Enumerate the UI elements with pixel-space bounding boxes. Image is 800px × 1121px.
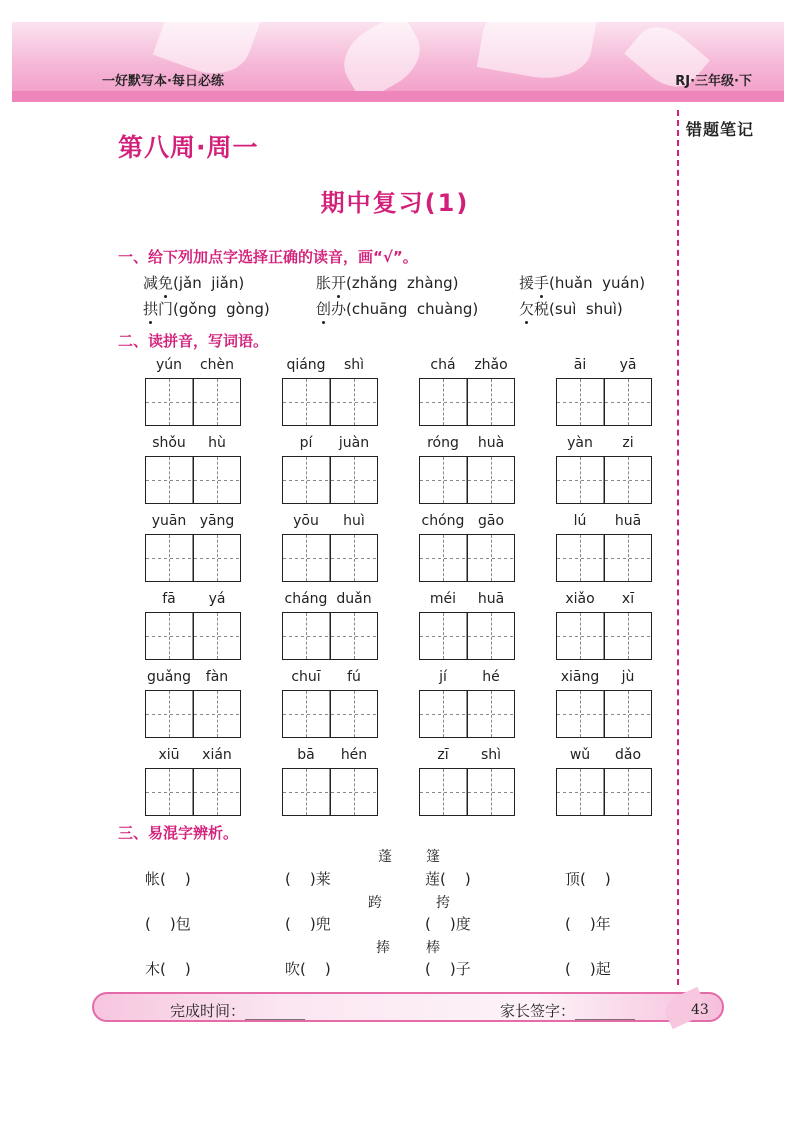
pinyin-syllable: yuān (151, 513, 187, 529)
q1-item[interactable]: 创办(chuāng chuàng) (316, 300, 479, 318)
pinyin-syllable: pí (299, 435, 313, 451)
pinyin-syllable: juàn (338, 435, 370, 451)
pinyin-syllable: fú (347, 669, 361, 685)
pinyin-syllable: yún (155, 357, 183, 373)
completion-time-field[interactable]: 完成时间：________ (170, 1002, 306, 1020)
dotted-char: 手 (534, 274, 550, 292)
pinyin-syllable: chèn (199, 357, 235, 373)
writing-grid[interactable] (145, 612, 241, 660)
writing-grid[interactable] (556, 768, 652, 816)
q1-item[interactable]: 减免(jǎn jiǎn) (143, 274, 245, 292)
hint-character: 跨 (368, 895, 382, 911)
blank-item[interactable]: ( )起 (565, 960, 611, 978)
pinyin-syllable: yāng (199, 513, 235, 529)
blank-item[interactable]: ( )包 (145, 915, 191, 933)
page-number: 43 (691, 1002, 709, 1018)
pinyin-syllable: qiáng (286, 357, 326, 373)
blank-item[interactable]: ( )度 (425, 915, 471, 933)
reading-choices: (zhǎng zhàng) (346, 274, 459, 292)
q3-heading: 三、易混字辨析。 (118, 824, 239, 842)
q2-heading: 二、读拼音，写词语。 (118, 332, 269, 350)
writing-grid[interactable] (556, 690, 652, 738)
pinyin-syllable: duǎn (336, 591, 372, 607)
dotted-char: 创 (316, 300, 332, 318)
mistake-notes-title: 错题笔记 (686, 120, 755, 139)
writing-grid[interactable] (145, 690, 241, 738)
dotted-char: 拱 (143, 300, 159, 318)
writing-grid[interactable] (419, 768, 515, 816)
blank-item[interactable]: ( )莱 (285, 870, 331, 888)
pinyin-syllable: guǎng (146, 669, 192, 685)
hint-character: 挎 (436, 895, 450, 911)
writing-grid[interactable] (145, 378, 241, 426)
pinyin-syllable: zi (622, 435, 634, 451)
pinyin-syllable: lú (573, 513, 587, 529)
q1-item[interactable]: 援手(huǎn yuán) (519, 274, 646, 292)
writing-grid[interactable] (145, 534, 241, 582)
pinyin-syllable: xiǎo (565, 591, 595, 607)
blank-item[interactable]: 木( ) (145, 960, 191, 978)
reading-choices: (jǎn jiǎn) (173, 274, 245, 292)
pinyin-syllable: cháng (284, 591, 328, 607)
pinyin-syllable: chá (430, 357, 456, 373)
blank-item[interactable]: ( )子 (425, 960, 471, 978)
pinyin-syllable: huā (477, 591, 505, 607)
writing-grid[interactable] (419, 378, 515, 426)
writing-grid[interactable] (419, 690, 515, 738)
hint-character: 棒 (426, 940, 440, 956)
pinyin-syllable: huā (614, 513, 642, 529)
pinyin-syllable: āi (573, 357, 587, 373)
parent-signature-field[interactable]: 家长签字：________ (500, 1002, 636, 1020)
edition-label: RJ·三年级·下 (675, 74, 752, 89)
pinyin-syllable: gāo (477, 513, 505, 529)
pinyin-syllable: yá (208, 591, 226, 607)
pinyin-syllable: hé (482, 669, 500, 685)
pinyin-syllable: dǎo (614, 747, 642, 763)
pinyin-syllable: zhǎo (474, 357, 508, 373)
writing-grid[interactable] (282, 534, 378, 582)
dotted-char: 欠 (519, 300, 535, 318)
blank-item[interactable]: 顶( ) (565, 870, 611, 888)
hint-character: 捧 (376, 940, 390, 956)
pinyin-syllable: xiāng (560, 669, 600, 685)
pinyin-syllable: xī (621, 591, 635, 607)
writing-grid[interactable] (419, 456, 515, 504)
writing-grid[interactable] (419, 612, 515, 660)
pinyin-syllable: hù (208, 435, 226, 451)
q1-heading: 一、给下列加点字选择正确的读音，画“√”。 (118, 248, 418, 266)
pinyin-syllable: róng (427, 435, 459, 451)
blank-item[interactable]: 吹( ) (285, 960, 331, 978)
pinyin-syllable: shì (343, 357, 365, 373)
writing-grid[interactable] (282, 612, 378, 660)
pinyin-syllable: jù (621, 669, 635, 685)
writing-grid[interactable] (419, 534, 515, 582)
pinyin-syllable: chóng (421, 513, 465, 529)
review-title: 期中复习(1) (320, 189, 470, 217)
writing-grid[interactable] (282, 456, 378, 504)
dotted-char: 开 (331, 274, 347, 292)
page-header-banner (12, 22, 784, 102)
reading-choices: (gǒng gòng) (173, 300, 270, 318)
writing-grid[interactable] (282, 690, 378, 738)
hint-character: 篷 (426, 849, 440, 865)
pinyin-syllable: hén (340, 747, 368, 763)
reading-choices: (chuāng chuàng) (346, 300, 479, 318)
pinyin-syllable: shì (480, 747, 502, 763)
pinyin-syllable: yā (619, 357, 637, 373)
pinyin-syllable: xián (202, 747, 232, 763)
q1-item[interactable]: 拱门(gǒng gòng) (143, 300, 270, 318)
blank-item[interactable]: ( )兜 (285, 915, 331, 933)
hint-character: 蓬 (378, 849, 392, 865)
reading-choices: (huǎn yuán) (549, 274, 646, 292)
pinyin-syllable: bā (297, 747, 315, 763)
pinyin-syllable: jí (439, 669, 447, 685)
pinyin-syllable: huì (343, 513, 365, 529)
pinyin-syllable: chuī (291, 669, 321, 685)
sidebar-divider (677, 110, 679, 985)
writing-grid[interactable] (556, 456, 652, 504)
writing-grid[interactable] (556, 378, 652, 426)
q1-item[interactable]: 胀开(zhǎng zhàng) (316, 274, 459, 292)
pinyin-syllable: shǒu (152, 435, 186, 451)
pinyin-syllable: huà (477, 435, 505, 451)
pinyin-syllable: fā (162, 591, 176, 607)
writing-grid[interactable] (282, 378, 378, 426)
pinyin-syllable: yàn (567, 435, 593, 451)
writing-grid[interactable] (556, 612, 652, 660)
blank-item[interactable]: 莲( ) (425, 870, 471, 888)
week-title: 第八周·周一 (118, 133, 259, 162)
blank-item[interactable]: 帐( ) (145, 870, 191, 888)
writing-grid[interactable] (145, 456, 241, 504)
reading-choices: (suì shuì) (549, 300, 623, 318)
pinyin-syllable: wǔ (569, 747, 591, 763)
q1-item[interactable]: 欠税(suì shuì) (519, 300, 623, 318)
blank-item[interactable]: ( )年 (565, 915, 611, 933)
pinyin-syllable: zī (437, 747, 449, 763)
series-title: 一好默写本·每日必练 (102, 74, 224, 89)
writing-grid[interactable] (556, 534, 652, 582)
writing-grid[interactable] (145, 768, 241, 816)
pinyin-syllable: fàn (205, 669, 229, 685)
pinyin-syllable: yōu (293, 513, 319, 529)
pinyin-syllable: méi (429, 591, 457, 607)
writing-grid[interactable] (282, 768, 378, 816)
pinyin-syllable: xiū (158, 747, 180, 763)
dotted-char: 免 (158, 274, 174, 292)
